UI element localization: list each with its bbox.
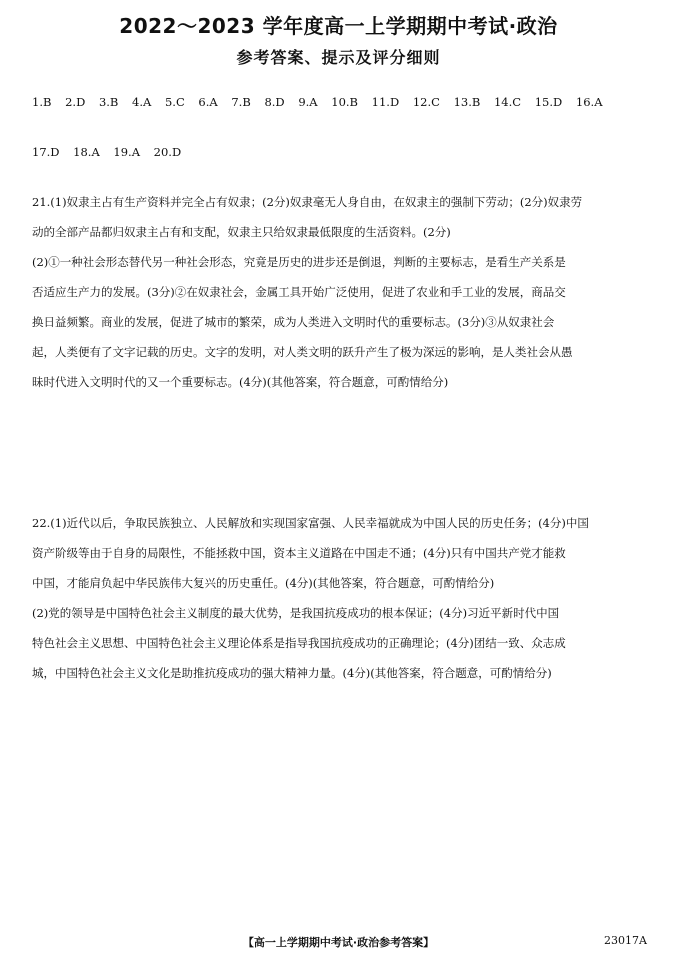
answer-line: 动的全部产品都归奴隶主占有和支配，奴隶主只给奴隶最低限度的生活资料。(2分) bbox=[32, 225, 451, 239]
answer-item: 5.C bbox=[164, 95, 185, 109]
page-title: 2022～2023 学年度高一上学期期中考试·政治 bbox=[119, 14, 558, 38]
answer-item: 9.A bbox=[298, 95, 318, 109]
answer-item: 2.D bbox=[65, 95, 86, 109]
answer-item: 17.D bbox=[32, 145, 60, 159]
answer-item: 3.B bbox=[98, 95, 119, 109]
document-code: 23017A bbox=[604, 934, 647, 947]
answer-item: 4.A bbox=[132, 95, 152, 109]
answer-item: 1.B bbox=[32, 95, 52, 109]
answer-line: 换日益频繁。商业的发展，促进了城市的繁荣，成为人类进入文明时代的重要标志。(3分)③从奴隶社会 bbox=[32, 315, 555, 329]
answer-item: 16.A bbox=[575, 95, 603, 109]
answer-item: 10.B bbox=[331, 95, 358, 109]
answer-line: 起，人类便有了文字记载的历史。文字的发明，对人类文明的跃升产生了极为深远的影响，是人类社会从愚 bbox=[32, 345, 573, 359]
answer-line: 特色社会主义思想、中国特色社会主义理论体系是指导我国抗疫成功的正确理论；(4分)团结一致、众志成 bbox=[32, 636, 566, 650]
answer-item: 15.D bbox=[534, 95, 563, 109]
page-footer: 【高一上学期期中考试·政治参考答案】 bbox=[242, 936, 435, 949]
answer-item: 13.B bbox=[453, 95, 481, 109]
answer-row-1 bbox=[32, 95, 652, 109]
answer-line: 否适应生产力的发展。(3分)②在奴隶社会，金属工具开始广泛使用，促进了农业和手工业的发展，商品交 bbox=[32, 285, 566, 299]
answer-line: 22.(1)近代以后，争取民族独立、人民解放和实现国家富强、人民幸福就成为中国人民的历史任务；(4分)中国 bbox=[32, 516, 589, 530]
answer-line: 资产阶级等由于自身的局限性，不能拯救中国，资本主义道路在中国走不通；(4分)只有中国共产党才能救 bbox=[32, 546, 566, 560]
answer-item: 7.B bbox=[231, 95, 251, 109]
answer-line: (2)党的领导是中国特色社会主义制度的最大优势，是我国抗疫成功的根本保证；(4分)习近平新时代中国 bbox=[32, 606, 560, 620]
answer-line: 昧时代进入文明时代的又一个重要标志。(4分)(其他答案，符合题意，可酌情给分) bbox=[32, 375, 449, 389]
answer-item: 12.C bbox=[412, 95, 440, 109]
answer-item: 14.C bbox=[493, 95, 522, 109]
answer-line: 中国，才能肩负起中华民族伟大复兴的历史重任。(4分)(其他答案，符合题意，可酌情给分) bbox=[32, 576, 495, 590]
answer-item: 6.A bbox=[198, 95, 218, 109]
answer-item: 19.A bbox=[113, 145, 141, 159]
answer-item: 20.D bbox=[153, 145, 182, 159]
answer-item: 11.D bbox=[371, 95, 400, 109]
answer-line: (2)①一种社会形态替代另一种社会形态，究竟是历史的进步还是倒退，判断的主要标志，是看生产关系是 bbox=[32, 255, 566, 269]
answer-line: 城，中国特色社会主义文化是助推抗疫成功的强大精神力量。(4分)(其他答案，符合题意，可酌情给分) bbox=[32, 666, 552, 680]
page-subtitle: 参考答案、提示及评分细则 bbox=[236, 48, 441, 67]
answer-line: 21.(1)奴隶主占有生产资料并完全占有奴隶；(2分)奴隶毫无人身自由，在奴隶主的强制下劳动；(2分)奴隶劳 bbox=[32, 195, 583, 209]
question-21-answer bbox=[32, 187, 647, 397]
answer-item: 18.A bbox=[73, 145, 100, 159]
answer-row-2 bbox=[32, 145, 652, 159]
question-22-answer bbox=[32, 508, 647, 688]
answer-item: 8.D bbox=[264, 95, 285, 109]
